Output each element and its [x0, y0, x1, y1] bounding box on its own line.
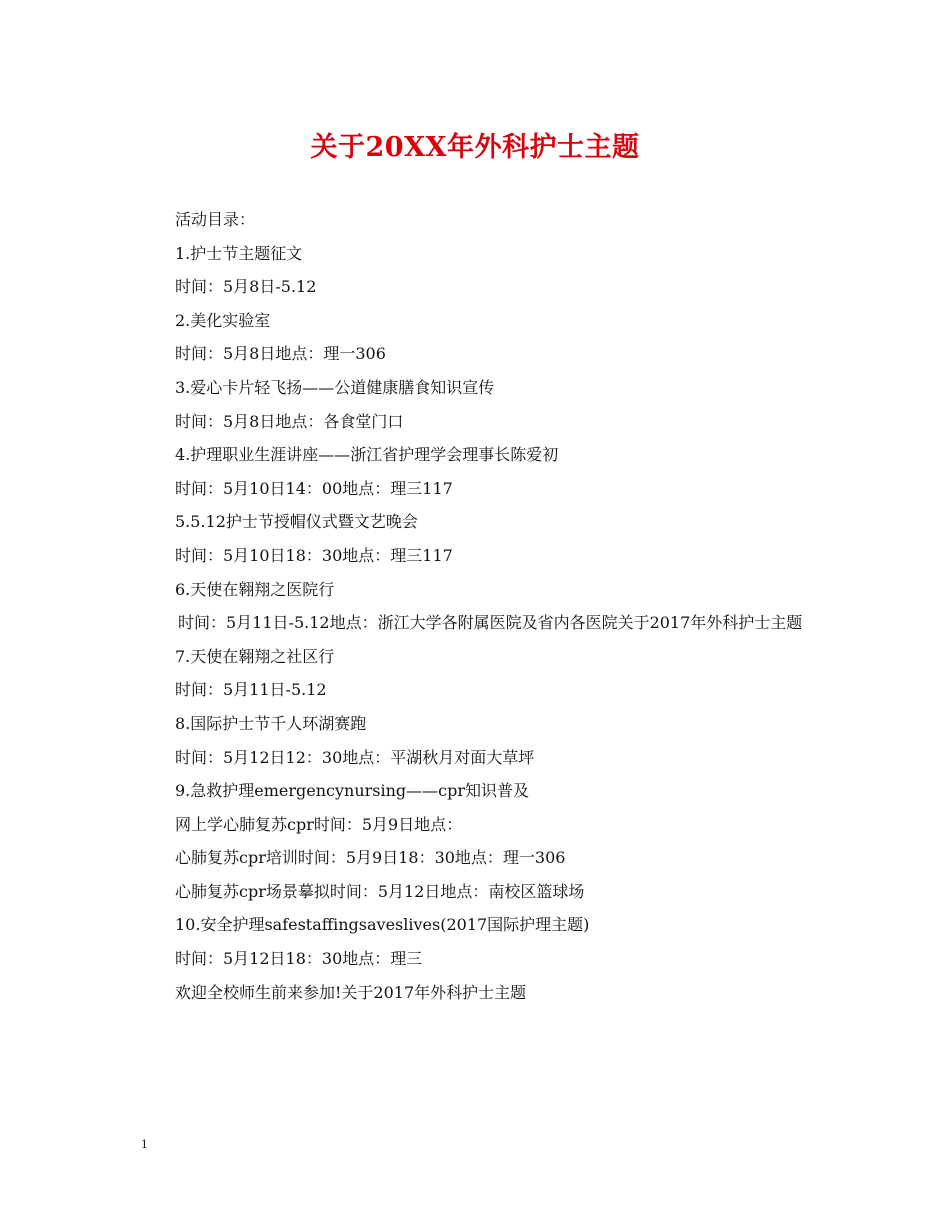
- paragraph-line: 时间：5月8日地点：各食堂门口: [175, 411, 404, 431]
- paragraph-line: 时间：5月10日18：30地点：理三117: [175, 545, 453, 565]
- paragraph-line: 5.5.12护士节授帽仪式暨文艺晚会: [175, 512, 418, 532]
- paragraph-line: 欢迎全校师生前来参加!关于2017年外科护士主题: [175, 982, 527, 1002]
- paragraph-line: 1.护士节主题征文: [175, 243, 303, 263]
- paragraph-line: 活动目录：: [175, 210, 256, 229]
- paragraph-line: 时间：5月8日地点：理一306: [175, 344, 386, 364]
- paragraph-line: 时间：5月12日18：30地点：理三: [175, 949, 423, 969]
- paragraph-line: 6.天使在翱翔之医院行: [175, 579, 335, 599]
- paragraph-line: 心肺复苏cpr培训时间：5月9日18：30地点：理一306: [175, 848, 566, 868]
- paragraph-line: 2.美化实验室: [175, 310, 271, 330]
- paragraph-wrapped-line: 时间：5月11日-5.12地点：浙江大学各附属医院及省内各医院关于2017年外科护士主题: [178, 613, 803, 633]
- paragraph-line: 心肺复苏cpr场景摹拟时间：5月12日地点：南校区篮球场: [175, 881, 585, 901]
- page-number: 1: [141, 1136, 148, 1151]
- paragraph-line: 时间：5月12日12：30地点：平湖秋月对面大草坪: [175, 747, 535, 767]
- paragraph-line: 时间：5月10日14：00地点：理三117: [175, 478, 453, 498]
- paragraph-line: 7.天使在翱翔之社区行: [175, 646, 335, 666]
- paragraph-line: 10.安全护理safestaffingsaveslives(2017国际护理主题): [175, 915, 590, 935]
- paragraph-line: 3.爱心卡片轻飞扬——公道健康膳食知识宣传: [175, 377, 495, 397]
- document-body: [141, 203, 821, 1009]
- paragraph-line: 4.护理职业生涯讲座——浙江省护理学会理事长陈爱初: [175, 445, 559, 465]
- paragraph-line: 时间：5月8日-5.12: [175, 277, 317, 297]
- document-title: 关于20XX年外科护士主题: [310, 132, 640, 163]
- paragraph-line: 9.急救护理emergencynursing——cpr知识普及: [175, 781, 530, 801]
- paragraph-line: 网上学心肺复苏cpr时间：5月9日地点：: [175, 814, 463, 834]
- paragraph-line: 时间：5月11日-5.12: [175, 680, 327, 700]
- paragraph-line: 8.国际护士节千人环湖赛跑: [175, 713, 367, 733]
